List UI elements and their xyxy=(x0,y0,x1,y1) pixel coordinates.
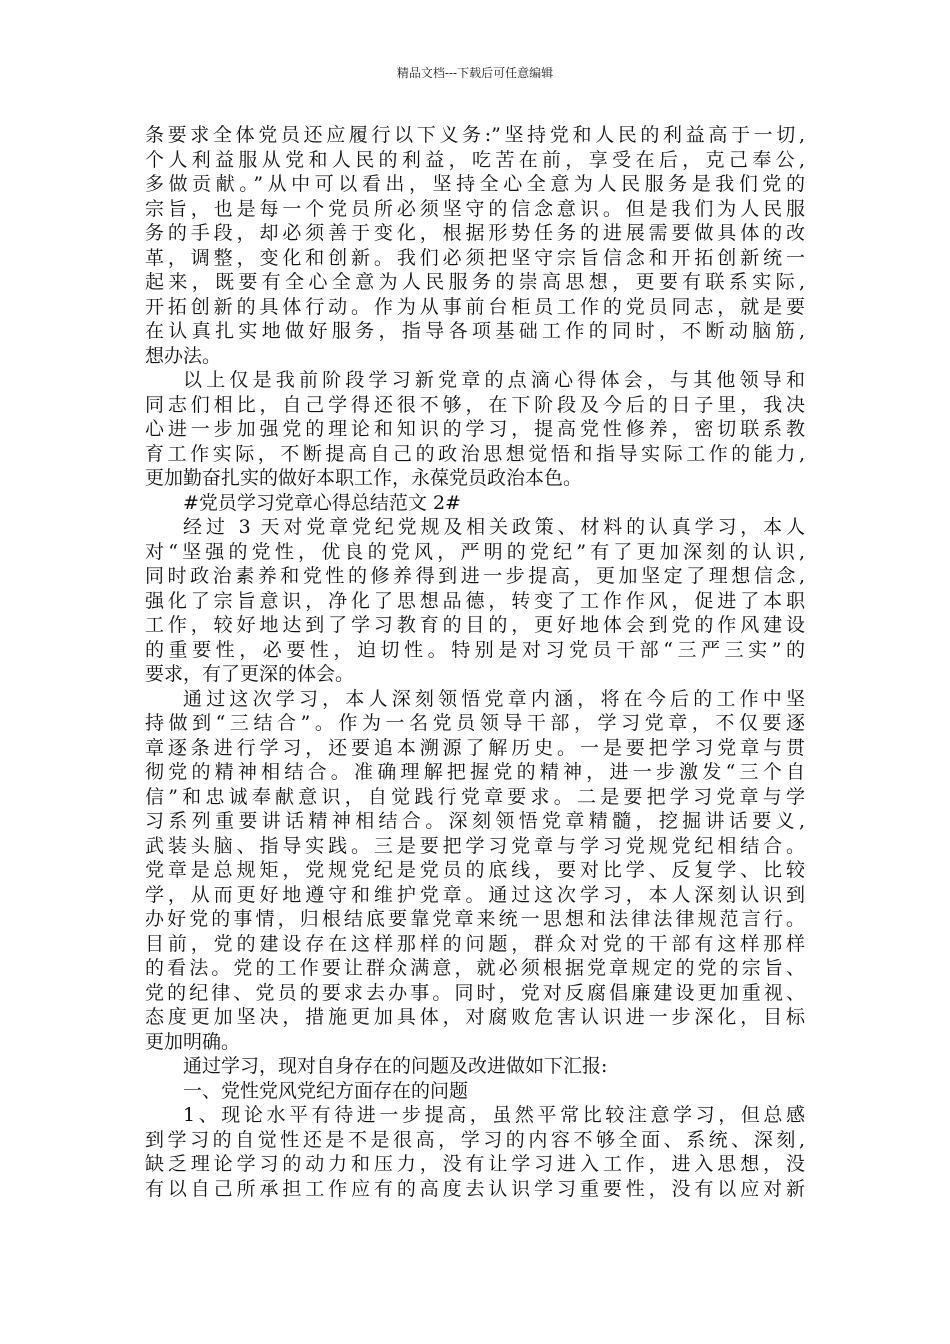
text-line: 办好党的事情，归根结底要靠党章来统一思想和法律法律规范言行。 xyxy=(145,908,805,930)
text-line: 武装头脑、指导实践。三是要把学习党章与学习党规党纪相结合。 xyxy=(145,834,805,857)
text-line: 党的纪律、党员的要求去办事。同时，党对反腐倡廉建设更加重视、 xyxy=(145,981,805,1004)
text-line: 个人利益服从党和人民的利益，吃苦在前，享受在后，克己奉公, xyxy=(145,148,805,171)
text-line: 同志们相比，自己学得还很不够，在下阶段及今后的日子里，我决 xyxy=(145,393,805,416)
text-line: 想办法。 xyxy=(145,344,222,367)
text-line: 到学习的自觉性还是不是很高，学习的内容不够全面、系统、深刻, xyxy=(145,1128,805,1151)
text-line: 育工作实际，不断提高自己的政治思想觉悟和指导实际工作的能力, xyxy=(145,442,805,465)
text-line: #党员学习党章心得总结范文 2# xyxy=(183,491,461,514)
text-line: 起来，既要有全心全意为人民服务的崇高思想，更要有联系实际, xyxy=(145,271,805,293)
text-line: 信”和忠诚奉献意识，自觉践行党章要求。二是要把学习党章与学 xyxy=(145,785,805,808)
text-line: 条要求全体党员还应履行以下义务:”坚持党和人民的利益高于一切, xyxy=(145,124,805,146)
text-line: 缺乏理论学习的动力和压力，没有让学习进入工作，进入思想，没 xyxy=(145,1153,805,1175)
text-line: 态度更加坚决，措施更加具体，对腐败危害认识进一步深化，目标 xyxy=(145,1006,805,1028)
text-line: 多做贡献。”从中可以看出，坚持全心全意为人民服务是我们党的 xyxy=(145,173,805,195)
text-line: 一、党性党风党纪方面存在的问题 xyxy=(183,1079,469,1102)
text-line: 宗旨，也是每一个党员所必须坚守的信念意识。但是我们为人民服 xyxy=(145,197,805,220)
text-line: 彻党的精神相结合。准确理解把握党的精神，进一步激发“三个自 xyxy=(145,761,805,783)
text-line: 经过 3 天对党章党纪党规及相关政策、材料的认真学习，本人 xyxy=(183,516,805,538)
text-line: 的看法。党的工作要让群众满意，就必须根据党章规定的党的宗旨、 xyxy=(145,957,805,979)
text-line: 有以自己所承担工作应有的高度去认识学习重要性，没有以应对新 xyxy=(145,1177,805,1200)
text-line: 以上仅是我前阶段学习新党章的点滴心得体会，与其他领导和 xyxy=(183,369,805,391)
text-line: 务的手段，却必须善于变化，根据形势任务的进展需要做具体的改 xyxy=(145,222,805,244)
text-line: 学，从而更好地遵守和维护党章。通过这次学习，本人深刻认识到 xyxy=(145,883,805,906)
page-header: 精品文档---下载后可任意编辑 xyxy=(396,66,554,80)
text-line: 通过学习，现对自身存在的问题及改进做如下汇报: xyxy=(183,1055,608,1077)
text-line: 革，调整，变化和创新。我们必须把坚守宗旨信念和开拓创新统一 xyxy=(145,246,805,269)
text-line: 通过这次学习，本人深刻领悟党章内涵，将在今后的工作中坚 xyxy=(183,687,805,710)
text-line: 章逐条进行学习，还要追本溯源了解历史。一是要把学习党章与贯 xyxy=(145,736,805,759)
text-line: 持做到“三结合”。作为一名党员领导干部，学习党章，不仅要逐 xyxy=(145,712,805,734)
text-line: 党章是总规矩，党规党纪是党员的底线，要对比学、反复学、比较 xyxy=(145,859,805,881)
text-line: 强化了宗旨意识，净化了思想品德，转变了工作作风，促进了本职 xyxy=(145,589,805,612)
text-line: 开拓创新的具体行动。作为从事前台柜员工作的党员同志，就是要 xyxy=(145,295,805,318)
text-line: 的重要性，必要性，迫切性。特别是对习党员干部“三严三实”的 xyxy=(145,638,805,661)
text-line: 目前，党的建设存在这样那样的问题，群众对党的干部有这样那样 xyxy=(145,932,805,955)
text-line: 对“坚强的党性，优良的党风，严明的党纪”有了更加深刻的认识, xyxy=(145,540,805,563)
text-line: 在认真扎实地做好服务，指导各项基础工作的同时，不断动脑筋, xyxy=(145,320,805,342)
text-line: 更加明确。 xyxy=(145,1030,241,1053)
text-line: 心进一步加强党的理论和知识的学习，提高党性修养，密切联系教 xyxy=(145,418,805,440)
text-line: 要求，有了更深的体会。 xyxy=(145,663,355,685)
text-line: 1、现论水平有待进一步提高，虽然平常比较注意学习，但总感 xyxy=(183,1104,805,1126)
document-body xyxy=(145,123,805,1201)
text-line: 工作，较好地达到了学习教育的目的，更好地体会到党的作风建设 xyxy=(145,614,805,636)
text-line: 习系列重要讲话精神相结合。深刻领悟党章精髓，挖掘讲话要义, xyxy=(145,810,805,832)
text-line: 更加勤奋扎实的做好本职工作，永葆党员政治本色。 xyxy=(145,467,583,489)
text-line: 同时政治素养和党性的修养得到进一步提高，更加坚定了理想信念, xyxy=(145,565,805,587)
